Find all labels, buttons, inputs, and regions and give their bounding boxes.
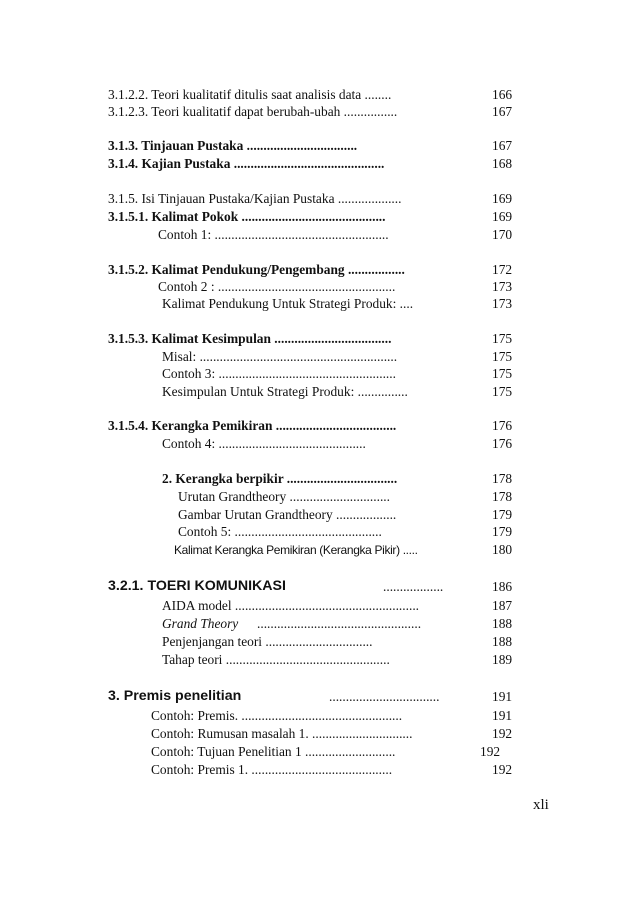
- toc-page-number: 169: [492, 191, 513, 206]
- toc-entry: Contoh 2 : .....................................................: [158, 279, 396, 294]
- toc-page-number: 188: [492, 616, 513, 631]
- toc-page-number: 175: [492, 366, 513, 381]
- toc-entry: Kalimat Pendukung Untuk Strategi Produk: ....: [162, 296, 414, 311]
- toc-page-number: 180: [492, 542, 513, 557]
- toc-entry-section: 3.1.3. Tinjauan Pustaka .................................: [108, 138, 358, 153]
- toc-page-number: 188: [492, 634, 513, 649]
- toc-page-number: 175: [492, 349, 513, 364]
- toc-entry: Contoh: Rumusan masalah 1. ..............................: [151, 726, 413, 741]
- toc-entry: Penjenjangan teori ................................: [162, 634, 373, 649]
- toc-entry: 3.1.2.2. Teori kualitatif ditulis saat analisis data ........: [108, 87, 392, 102]
- toc-leader-dots: ..................: [383, 579, 444, 594]
- toc-page-number: 192: [480, 744, 501, 759]
- toc-entry: Contoh: Premis 1. ..........................................: [151, 762, 393, 777]
- toc-page-number: 175: [492, 384, 513, 399]
- toc-entry-section: 3.1.5.3. Kalimat Kesimpulan ...................................: [108, 331, 392, 346]
- toc-page-number: 173: [492, 279, 513, 294]
- toc-leader-dots: .................................: [329, 689, 440, 704]
- toc-page-number: 189: [492, 652, 513, 667]
- toc-entry-section: 2. Kerangka berpikir .................................: [162, 471, 398, 486]
- toc-page-number: 178: [492, 471, 513, 486]
- toc-entry: AIDA model .......................................................: [162, 598, 420, 613]
- toc-entry: Contoh: Premis. ................................................: [151, 708, 403, 723]
- toc-entry-chapter: 3.2.1. TOERI KOMUNIKASI: [108, 578, 286, 594]
- toc-page-number: 175: [492, 331, 513, 346]
- toc-entry: Kesimpulan Untuk Strategi Produk: ...............: [162, 384, 408, 399]
- toc-page-number: 173: [492, 296, 513, 311]
- toc-entry: Misal: ...........................................................: [162, 349, 398, 364]
- toc-page-number: 166: [492, 87, 513, 102]
- toc-entry: 3.1.2.3. Teori kualitatif dapat berubah-ubah ................: [108, 104, 398, 119]
- toc-entry-section: 3.1.5.1. Kalimat Pokok ...........................................: [108, 209, 386, 224]
- toc-entry-section: 3.1.4. Kajian Pustaka .............................................: [108, 156, 385, 171]
- toc-entry-section: 3.1.5.4. Kerangka Pemikiran ....................................: [108, 418, 397, 433]
- toc-entry: Contoh 3: .....................................................: [162, 366, 396, 381]
- toc-page-number: 178: [492, 489, 513, 504]
- toc-page-number: 191: [492, 689, 513, 704]
- toc-entry: Contoh 1: ....................................................: [158, 227, 389, 242]
- toc-page-number: 169: [492, 209, 513, 224]
- toc-entry: Gambar Urutan Grandtheory ..................: [178, 507, 397, 522]
- toc-entry: Contoh 4: ............................................: [162, 436, 366, 451]
- toc-page-number: 176: [492, 418, 513, 433]
- page-folio: xli: [533, 797, 549, 813]
- toc-entry-section: 3.1.5.2. Kalimat Pendukung/Pengembang .................: [108, 262, 405, 277]
- toc-page-number: 167: [492, 138, 513, 153]
- toc-entry: Urutan Grandtheory ..............................: [178, 489, 390, 504]
- toc-entry: 3.1.5. Isi Tinjauan Pustaka/Kajian Pustaka ...................: [108, 191, 402, 206]
- toc-leader-dots: .................................................: [257, 616, 422, 631]
- toc-entry: Tahap teori .................................................: [162, 652, 390, 667]
- toc-page-number: 176: [492, 436, 513, 451]
- toc-page-number: 179: [492, 507, 513, 522]
- toc-page-number: 170: [492, 227, 513, 242]
- toc-entry: Kalimat Kerangka Pemikiran (Kerangka Pikir) .....: [174, 543, 418, 557]
- toc-entry-chapter: 3. Premis penelitian: [108, 688, 242, 704]
- toc-page-number: 186: [492, 579, 513, 594]
- toc-page-number: 168: [492, 156, 513, 171]
- toc-page-number: 191: [492, 708, 513, 723]
- toc-page-number: 187: [492, 598, 513, 613]
- toc-page-number: 192: [492, 726, 513, 741]
- toc-entry: Grand Theory: [162, 616, 239, 631]
- toc-page-number: 192: [492, 762, 513, 777]
- toc-entry: Contoh 5: ............................................: [178, 524, 382, 539]
- toc-entry: Contoh: Tujuan Penelitian 1 ...........................: [151, 744, 396, 759]
- toc-page-number: 167: [492, 104, 513, 119]
- toc-page-number: 179: [492, 524, 513, 539]
- toc-page-number: 172: [492, 262, 513, 277]
